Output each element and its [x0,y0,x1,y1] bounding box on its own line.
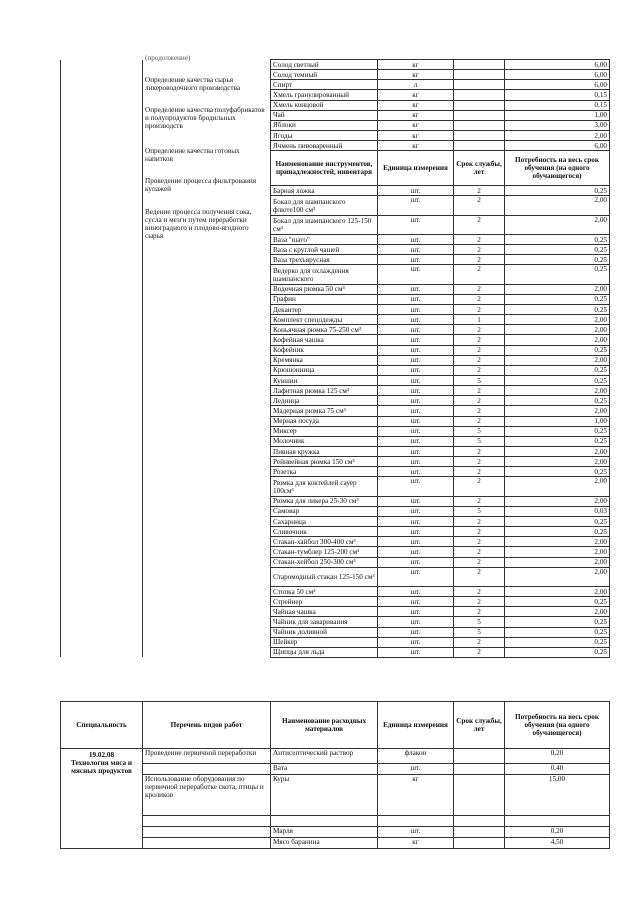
tool-need: 2,00 [505,335,610,345]
tool-term: 5 [454,426,505,436]
work-cell [143,764,271,775]
material-unit: кг [378,60,454,70]
tool-unit: шт. [378,284,454,294]
tool-unit: шт. [378,325,454,335]
tool-term: 2 [454,537,505,547]
tool-term: 2 [454,416,505,426]
material-name: Хмель гранулированный [271,90,378,100]
material-unit: кг [378,90,454,100]
tool-term: 1 [454,315,505,325]
tool-unit: шт. [378,386,454,396]
tool-term: 2 [454,516,505,526]
tool-term: 2 [454,196,505,215]
tool-need: 0,25 [505,627,610,637]
tool-term: 5 [454,506,505,516]
tool-unit: шт. [378,567,454,586]
material-name [271,816,378,827]
tool-name: Коньячная рюмка 75-250 см³ [271,325,378,335]
tool-name: Рюмка для коктейлей сауер 100см³ [271,477,378,496]
material-row [61,838,610,849]
tool-name: Молочник [271,436,378,446]
tool-name: Мерная посуда [271,416,378,426]
specialty-name: Технология мяса и мясных продуктов [70,759,133,775]
material-term [454,130,505,140]
tool-need: 2,00 [505,325,610,335]
material-need: 1,00 [505,110,610,120]
tool-unit: шт. [378,586,454,596]
tool-name: Пивная кружка [271,446,378,456]
material-row [61,827,610,838]
tool-name: Водочная рюмка 50 см³ [271,284,378,294]
tool-name: Рейнвейная рюмка 150 см³ [271,457,378,467]
tool-unit: шт. [378,516,454,526]
tool-name: Чайник для заваривания [271,617,378,627]
tool-unit: шт. [378,255,454,265]
tool-unit: шт. [378,467,454,477]
table-header-row [61,702,610,749]
tool-unit: шт. [378,245,454,255]
operation-item: Проведение процесса фильтрования купажей [145,176,257,193]
tool-name: Кувшин [271,375,378,385]
equipment-table [60,53,610,658]
material-name: Спирт [271,80,378,90]
tool-need: 2,00 [505,315,610,325]
tool-term: 2 [454,255,505,265]
tool-term: 2 [454,527,505,537]
tool-term: 5 [454,627,505,637]
material-unit: кг [378,141,454,151]
material-row [61,775,610,816]
material-row [61,816,610,827]
material-need: 0,20 [505,827,610,838]
tool-unit: шт. [378,396,454,406]
specialty-code: 19.02.08 [88,751,115,759]
material-unit: кг [378,70,454,80]
tool-unit: шт. [378,335,454,345]
tool-term: 2 [454,186,505,196]
material-need: 0,40 [505,764,610,775]
operations-list [143,53,271,658]
tool-need: 0,25 [505,265,610,284]
tool-need: 2,00 [505,537,610,547]
tool-name: Шейкер [271,637,378,647]
material-need: 15,00 [505,775,610,816]
specialty-cell-empty [61,60,143,658]
tool-need: 0,25 [505,467,610,477]
material-need [505,816,610,827]
operation-item: Определение качества готовых напитков [145,146,240,163]
material-need: 3,00 [505,120,610,130]
tool-term: 2 [454,325,505,335]
tool-term: 2 [454,467,505,477]
material-term [454,749,505,764]
tool-need: 2,00 [505,196,610,215]
tool-name: Лафитная рюмка 125 см³ [271,386,378,396]
tool-unit: шт. [378,557,454,567]
tool-need: 2,00 [505,355,610,365]
tool-need: 2,00 [505,477,610,496]
tool-need: 0,25 [505,617,610,627]
tool-name: Стакан-хайбол 300-400 см³ [271,537,378,547]
tool-need: 0,25 [505,245,610,255]
tool-term: 2 [454,477,505,496]
tool-need: 2,00 [505,607,610,617]
material-term [454,60,505,70]
material-name: Мясо баранина [271,838,378,849]
tool-unit: шт. [378,315,454,325]
material-need: 2,00 [505,130,610,140]
tool-name: Стопка 50 см³ [271,586,378,596]
tool-name: Барная ложка [271,186,378,196]
material-term [454,816,505,827]
work-cell: Проведение первичной переработки [143,749,271,764]
tool-term: 2 [454,215,505,234]
tools-header-need: Потребность на весь срок обучения (на одного обучающегося) [505,151,610,186]
material-term [454,120,505,130]
operation-item: Определение качества полуфабрикатов и полупродуктов бродильных производств [145,105,265,130]
tool-name: Крюшонница [271,365,378,375]
material-term [454,110,505,120]
tool-need: 0,25 [505,186,610,196]
tool-need: 2,00 [505,406,610,416]
material-unit: кг [378,838,454,849]
tool-name: Стрейнер [271,597,378,607]
material-need: 6,00 [505,70,610,80]
material-name: Марля [271,827,378,838]
tool-term: 2 [454,496,505,506]
tool-term: 2 [454,345,505,355]
tool-need: 0,25 [505,235,610,245]
tools-header-term: Срок службы, лет [454,151,505,186]
tool-name: Кофейник [271,345,378,355]
tool-unit: шт. [378,375,454,385]
tool-term: 5 [454,617,505,627]
material-unit: л [378,80,454,90]
tool-unit: шт. [378,365,454,375]
header-materials: Наименование расходных материалов [271,702,378,749]
material-need: 0,15 [505,100,610,110]
materials-table [60,701,610,849]
tool-term: 2 [454,284,505,294]
tool-term: 5 [454,375,505,385]
tool-name: Розетка [271,467,378,477]
material-unit: шт. [378,764,454,775]
tool-need: 0,25 [505,305,610,315]
tool-need: 0,25 [505,436,610,446]
tool-term: 2 [454,355,505,365]
tool-need: 0,25 [505,597,610,607]
tool-unit: шт. [378,345,454,355]
tool-term: 2 [454,335,505,345]
material-unit: кг [378,775,454,816]
tool-unit: шт. [378,627,454,637]
tool-need: 0,25 [505,345,610,355]
tool-term: 2 [454,245,505,255]
material-need: 0,15 [505,90,610,100]
tool-name: Сливочник [271,527,378,537]
tool-unit: шт. [378,617,454,627]
tool-unit: шт. [378,647,454,657]
material-term [454,90,505,100]
tool-term: 5 [454,436,505,446]
material-need: 6,00 [505,141,610,151]
material-term [454,764,505,775]
material-name: Чай [271,110,378,120]
tool-need: 0,25 [505,647,610,657]
work-cell [143,816,271,827]
tool-term: 2 [454,305,505,315]
tool-need: 2,00 [505,586,610,596]
tool-need: 2,00 [505,557,610,567]
tool-need: 0,25 [505,365,610,375]
tool-need: 2,00 [505,496,610,506]
material-name: Вата [271,764,378,775]
material-name: Хмель концовой [271,100,378,110]
specialty-cell [61,749,143,849]
tool-unit: шт. [378,235,454,245]
material-term [454,141,505,151]
material-unit: шт. [378,827,454,838]
material-name: Ягоды [271,130,378,140]
header-works: Перечень видов работ [143,702,271,749]
tool-unit: шт. [378,416,454,426]
work-cell [143,827,271,838]
tool-need: 2,00 [505,567,610,586]
header-unit: Единица измерения [378,702,454,749]
tool-name: Бокал для шампанского флюте100 см³ [271,196,378,215]
material-row [61,60,610,70]
tool-unit: шт. [378,607,454,617]
tool-name: Сахарница [271,516,378,526]
tool-need: 0,25 [505,255,610,265]
material-need: 4,50 [505,838,610,849]
tool-unit: шт. [378,305,454,315]
operation-heading-cut: (продолжение) [145,53,191,62]
tool-need: 2,00 [505,547,610,557]
tool-name: Миксер [271,426,378,436]
material-term [454,80,505,90]
tool-term: 2 [454,567,505,586]
tool-unit: шт. [378,537,454,547]
tool-need: 0,25 [505,516,610,526]
tool-name: Рюмка для ликера 25-30 см³ [271,496,378,506]
tool-name: Декантер [271,305,378,315]
tool-term: 2 [454,457,505,467]
material-name: Куры [271,775,378,816]
material-name: Ячмень пивоваренный [271,141,378,151]
tools-header-name: Наименование инструментов, принадлежностей, инвентаря [271,151,378,186]
tool-term: 2 [454,235,505,245]
tool-unit: шт. [378,436,454,446]
tool-unit: шт. [378,426,454,436]
tool-name: Чайная чашка [271,607,378,617]
tool-need: 0,25 [505,637,610,647]
header-need: Потребность на весь срок обучения (на одного обучающегося) [505,702,610,749]
tool-term: 2 [454,396,505,406]
tool-term: 2 [454,586,505,596]
tool-name: Самовар [271,506,378,516]
tool-unit: шт. [378,265,454,284]
tool-term: 2 [454,294,505,304]
tool-term: 2 [454,386,505,396]
material-need: 6,00 [505,60,610,70]
tool-term: 2 [454,597,505,607]
material-term [454,775,505,816]
tool-name: Старомодный стакан 125-150 см³ [271,567,378,586]
material-unit: кг [378,120,454,130]
tool-term: 2 [454,365,505,375]
tool-name: Стакан-хейбол 250-300 см³ [271,557,378,567]
tool-need: 2,00 [505,457,610,467]
material-name: Яблоки [271,120,378,130]
tool-need: 0,25 [505,396,610,406]
material-need: 6,00 [505,80,610,90]
tool-name: Ваза "шато" [271,235,378,245]
tool-unit: шт. [378,496,454,506]
material-unit: кг [378,100,454,110]
work-cell: Использование оборудования по первичной переработке скота, птицы и кроликов [143,775,271,816]
material-unit: кг [378,110,454,120]
tool-name: Мадерная рюмка 75 см³ [271,406,378,416]
tool-unit: шт. [378,355,454,365]
header-specialty: Специальность [61,702,143,749]
tool-need: 0,25 [505,426,610,436]
tool-term: 2 [454,637,505,647]
material-term [454,100,505,110]
tool-unit: шт. [378,294,454,304]
tool-term: 2 [454,406,505,416]
tool-name: Ваза трехъярусная [271,255,378,265]
tools-header-unit: Единица измерения [378,151,454,186]
tool-unit: шт. [378,597,454,607]
tool-unit: шт. [378,457,454,467]
tool-need: 0,25 [505,527,610,537]
tool-name: Бокал для шампанского 125-150 см³ [271,215,378,234]
tool-unit: шт. [378,446,454,456]
material-name: Солод темный [271,70,378,80]
tool-unit: шт. [378,186,454,196]
tool-name: Кофейная чашка [271,335,378,345]
tool-term: 2 [454,607,505,617]
material-row [61,764,610,775]
tool-name: Кремянка [271,355,378,365]
tool-need: 2,00 [505,284,610,294]
tool-need: 1,00 [505,416,610,426]
tool-term: 2 [454,547,505,557]
tool-unit: шт. [378,506,454,516]
tool-need: 0,25 [505,294,610,304]
tool-unit: шт. [378,527,454,537]
tool-name: Ваза с круглой чашей [271,245,378,255]
work-cell [143,838,271,849]
tool-name: Ведерко для охлаждения шампанского [271,265,378,284]
tool-name: Стакан-тумблер 125-200 см³ [271,547,378,557]
material-term [454,827,505,838]
tool-term: 2 [454,265,505,284]
tool-need: 2,00 [505,386,610,396]
material-term [454,838,505,849]
material-name: Антисептический раствор [271,749,378,764]
material-unit: флакон [378,749,454,764]
tool-unit: шт. [378,215,454,234]
header-term: Срок службы, лет [454,702,505,749]
tool-unit: шт. [378,477,454,496]
tool-need: 0,25 [505,375,610,385]
tool-unit: шт. [378,196,454,215]
tool-term: 2 [454,647,505,657]
tool-term: 2 [454,557,505,567]
tool-need: 2,00 [505,446,610,456]
tool-term: 2 [454,446,505,456]
tool-unit: шт. [378,406,454,416]
tool-unit: шт. [378,547,454,557]
tool-need: 2,00 [505,215,610,234]
tool-name: Комплект спецодежды [271,315,378,325]
tool-name: Графин [271,294,378,304]
operation-item: Определение качества сырья ликероводочного производства [145,75,241,92]
operation-item: Ведение процесса получения сока, сусла и мезги путем переработки виноградного и плодово-ягодного сырья [145,207,252,240]
tool-name: Щипцы для льда [271,647,378,657]
material-need: 0,20 [505,749,610,764]
material-unit: кг [378,130,454,140]
material-row [61,749,610,764]
material-name: Солод светлый [271,60,378,70]
material-term [454,70,505,80]
tool-need: 0,03 [505,506,610,516]
tool-unit: шт. [378,637,454,647]
tool-name: Чайник доливной [271,627,378,637]
material-unit [378,816,454,827]
tool-name: Ледница [271,396,378,406]
